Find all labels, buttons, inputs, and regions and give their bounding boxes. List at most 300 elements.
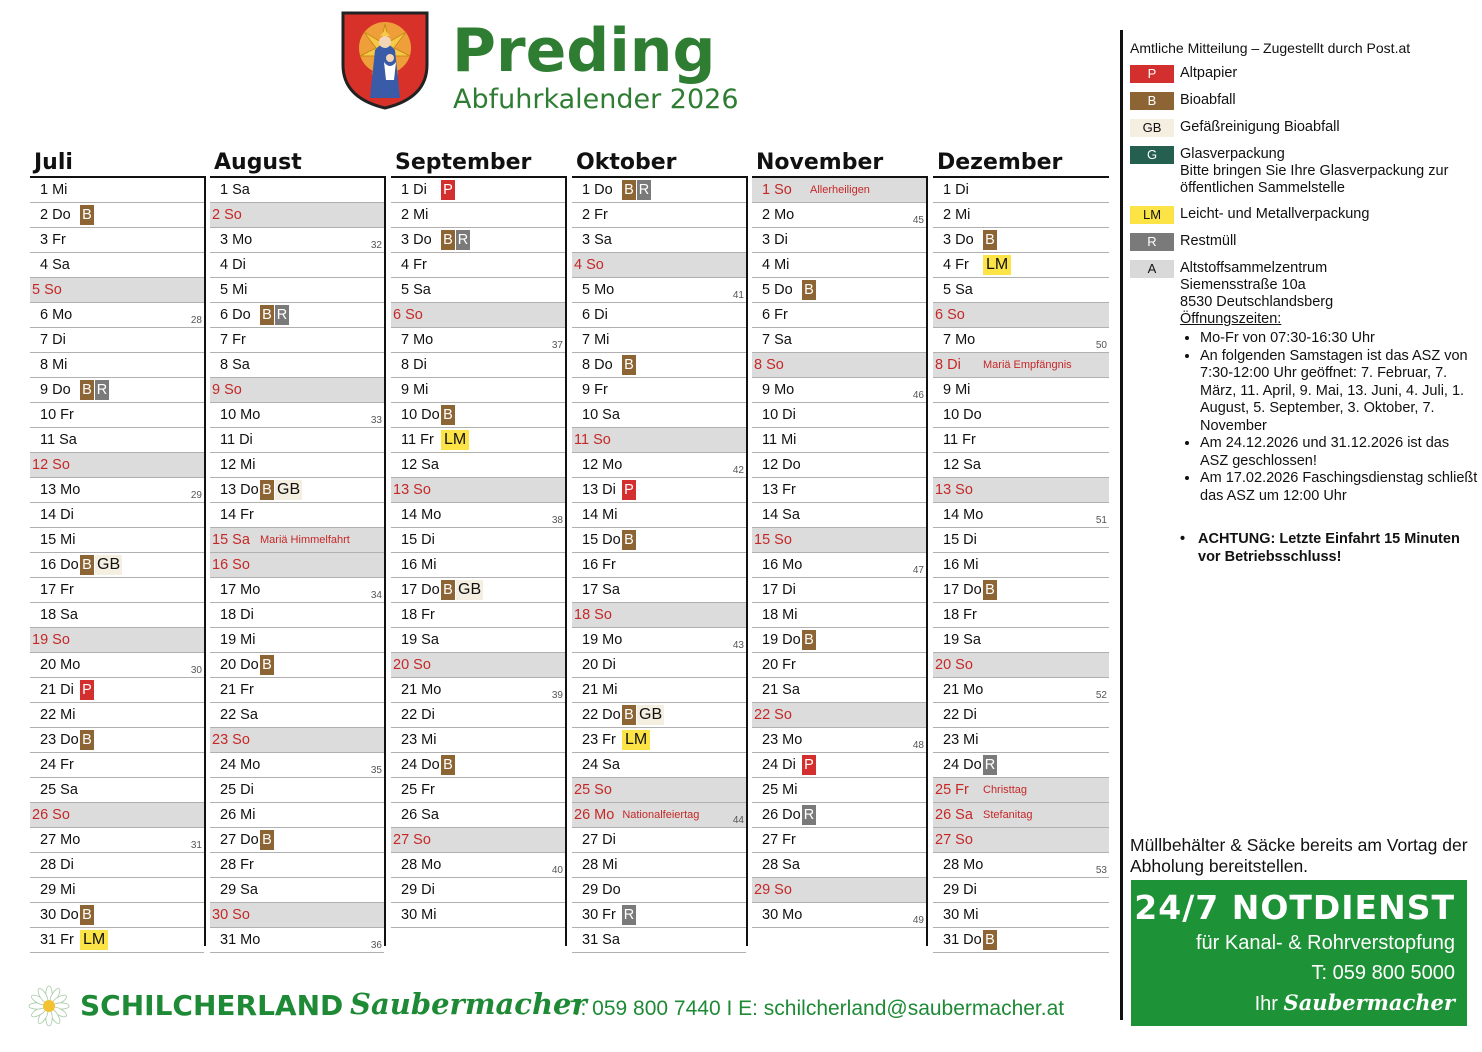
day-row [572, 303, 746, 328]
day-row [30, 253, 204, 278]
day-label: 21 Sa [762, 682, 800, 698]
day-label: 20 Mo [40, 657, 81, 673]
day-row [391, 853, 565, 878]
day-row [391, 353, 565, 378]
day-row [30, 753, 204, 778]
day-row [210, 603, 384, 628]
day-label: 1 Mi [40, 182, 68, 198]
day-label: 24 Sa [582, 757, 620, 773]
day-label: 28 Mi [582, 857, 618, 873]
month-title: September [391, 150, 567, 178]
day-row [572, 453, 746, 478]
legend-label: Glasverpackung [1180, 146, 1285, 162]
day-row [933, 178, 1109, 203]
emergency-signature [1255, 990, 1455, 1016]
day-row [391, 753, 565, 778]
day-row [30, 603, 204, 628]
day-label: 15 So [754, 532, 792, 548]
day-label: 11 Fr [943, 432, 976, 448]
day-label: 17 Sa [582, 582, 620, 598]
week-number: 39 [551, 690, 563, 701]
day-row [391, 703, 565, 728]
day-row [30, 328, 204, 353]
day-row-sunday-holiday [933, 353, 1109, 378]
day-label: 19 Mi [220, 632, 256, 648]
holiday-name: Mariä Himmelfahrt [260, 534, 350, 546]
day-row [572, 278, 746, 303]
legend-badge-r: R [1130, 233, 1174, 251]
day-row [572, 703, 746, 728]
day-label: 14 Sa [762, 507, 800, 523]
day-label: 13 Di [582, 482, 616, 498]
day-row [210, 303, 384, 328]
day-row [210, 403, 384, 428]
day-row [30, 478, 204, 503]
day-list [933, 178, 1109, 946]
pickup-badge-p: P [622, 480, 636, 500]
day-row-sunday-holiday [391, 303, 565, 328]
pickup-badge-b: B [441, 405, 455, 425]
day-row [210, 428, 384, 453]
day-label: 1 Di [943, 182, 969, 198]
pickup-badge-gb: GB [458, 581, 482, 598]
day-label: 3 Do [401, 232, 432, 248]
day-label: 25 Mi [762, 782, 798, 798]
day-row [572, 728, 746, 753]
signature-brand: Saubermacher [1283, 990, 1455, 1015]
legend-label: Altpapier [1180, 65, 1238, 81]
day-row [391, 203, 565, 228]
week-number: 40 [551, 865, 563, 876]
pickup-badge-lm: LM [622, 730, 650, 750]
day-row [572, 878, 746, 903]
day-label: 24 Do [943, 757, 982, 773]
day-label: 9 Mi [943, 382, 971, 398]
day-row [30, 403, 204, 428]
day-row-sunday-holiday [933, 478, 1109, 503]
day-row [752, 428, 926, 453]
day-label: 16 Mi [401, 557, 437, 573]
pickup-badge-b: B [260, 480, 274, 500]
day-row [933, 378, 1109, 403]
day-label: 23 So [212, 732, 250, 748]
day-label: 27 So [935, 832, 973, 848]
day-row-sunday-holiday [210, 903, 384, 928]
week-number: 37 [551, 340, 563, 351]
day-row [752, 403, 926, 428]
day-row [210, 928, 384, 953]
day-row [391, 603, 565, 628]
day-row [752, 253, 926, 278]
day-label: 11 Di [220, 432, 253, 448]
day-row [30, 728, 204, 753]
asz-street: Siemensstraße 10a [1180, 277, 1306, 293]
legend-badge-lm: LM [1130, 206, 1174, 224]
month-column-oktober [572, 150, 748, 946]
day-row [572, 503, 746, 528]
day-label: 24 Di [762, 757, 796, 773]
day-label: 3 Di [762, 232, 788, 248]
day-row-sunday-holiday [752, 528, 926, 553]
day-row [933, 503, 1109, 528]
day-row [572, 628, 746, 653]
week-number: 34 [370, 590, 382, 601]
day-label: 23 Mi [943, 732, 979, 748]
pickup-badge-b: B [260, 305, 274, 325]
day-label: 22 So [754, 707, 792, 723]
day-label: 24 Fr [40, 757, 74, 773]
day-row [752, 453, 926, 478]
day-row [572, 928, 746, 953]
week-number: 43 [732, 640, 744, 651]
day-label: 6 So [935, 307, 965, 323]
day-row [752, 578, 926, 603]
day-row [752, 278, 926, 303]
pickup-badge-lm: LM [441, 430, 469, 450]
day-label: 2 Mi [943, 207, 971, 223]
day-label: 1 Sa [220, 182, 250, 198]
day-row [572, 578, 746, 603]
footer-brand: SCHILCHERLAND [80, 989, 344, 1022]
day-label: 13 Do [220, 482, 259, 498]
pickup-badge-b: B [80, 730, 94, 750]
pickup-badge-b: B [983, 580, 997, 600]
signature-prefix: Ihr [1254, 993, 1278, 1015]
day-label: 26 Sa [935, 807, 973, 823]
day-row [391, 903, 565, 928]
legend-badge-a: A [1130, 260, 1174, 278]
day-label: 12 Mi [220, 457, 256, 473]
day-row-sunday-holiday [30, 278, 204, 303]
day-label: 19 Mo [582, 632, 623, 648]
day-row [752, 803, 926, 828]
legend-badge-g: G [1130, 146, 1174, 164]
day-row [30, 228, 204, 253]
day-label: 7 Mo [943, 332, 976, 348]
day-label: 5 Sa [401, 282, 431, 298]
week-number: 46 [912, 390, 924, 401]
day-row [391, 278, 565, 303]
week-number: 31 [190, 840, 202, 851]
emergency-headline: 24/7 NOTDIENST [1134, 888, 1455, 927]
day-label: 2 Fr [582, 207, 608, 223]
asz-name: Altstoffsammelzentrum [1180, 260, 1328, 276]
emergency-service-text: für Kanal- & Rohrverstopfung [1195, 932, 1455, 954]
day-label: 17 Do [943, 582, 982, 598]
day-label: 10 Do [401, 407, 440, 423]
day-row-sunday-holiday [933, 653, 1109, 678]
day-label: 31 Sa [582, 932, 620, 948]
day-label: 21 Mi [582, 682, 618, 698]
day-label: 10 Di [762, 407, 796, 423]
pickup-badge-b: B [441, 580, 455, 600]
day-label: 17 Mo [220, 582, 261, 598]
day-row-sunday-holiday [572, 803, 746, 828]
day-label: 26 Mi [220, 807, 256, 823]
day-row [933, 928, 1109, 953]
day-label: 26 Mo [574, 807, 615, 823]
pickup-badge-b: B [622, 180, 636, 200]
legend-item-p [1130, 65, 1480, 83]
day-row [391, 453, 565, 478]
day-row [210, 803, 384, 828]
day-label: 29 Mi [40, 882, 76, 898]
legend-badge-gb: GB [1130, 119, 1174, 137]
day-row [210, 328, 384, 353]
day-label: 15 Mi [40, 532, 76, 548]
day-label: 16 Mo [762, 557, 803, 573]
asz-hours-title: Öffnungszeiten: [1180, 311, 1282, 327]
month-column-juli [30, 150, 206, 946]
day-row [210, 778, 384, 803]
day-row [572, 653, 746, 678]
day-label: 21 Mo [943, 682, 984, 698]
day-row [752, 753, 926, 778]
day-row-sunday-holiday [210, 203, 384, 228]
day-row [210, 653, 384, 678]
day-row-sunday-holiday [30, 803, 204, 828]
asz-hours-item: • Am 17.02.2026 Faschingsdienstag schließt das ASZ um 12:00 Uhr [1200, 470, 1480, 505]
day-row [752, 303, 926, 328]
month-column-august [210, 150, 386, 951]
day-row-sunday-holiday [210, 553, 384, 578]
month-title: November [752, 150, 928, 178]
day-row [933, 528, 1109, 553]
day-row [572, 478, 746, 503]
day-row [752, 678, 926, 703]
day-label: 10 Mo [220, 407, 261, 423]
day-row [30, 903, 204, 928]
day-label: 22 Di [401, 707, 435, 723]
day-row [572, 228, 746, 253]
day-label: 10 Sa [582, 407, 620, 423]
day-row [572, 203, 746, 228]
day-row [391, 378, 565, 403]
day-row [752, 203, 926, 228]
day-row [210, 228, 384, 253]
week-number: 36 [370, 940, 382, 951]
day-row [572, 528, 746, 553]
day-row [210, 278, 384, 303]
day-label: 14 Mi [582, 507, 618, 523]
day-label: 15 Sa [212, 532, 250, 548]
footer-contact[interactable]: T: 059 800 7440 I E: schilcherland@saubermacher.at [570, 997, 1065, 1020]
day-row [30, 303, 204, 328]
day-label: 11 Mi [762, 432, 797, 448]
day-label: 26 So [32, 807, 70, 823]
day-label: 31 Fr [40, 932, 74, 948]
day-label: 14 Mo [943, 507, 984, 523]
pickup-badge-p: P [441, 180, 455, 200]
day-label: 3 Sa [582, 232, 612, 248]
day-label: 12 Sa [401, 457, 439, 473]
day-label: 8 Di [401, 357, 427, 373]
pickup-badge-b: B [260, 830, 274, 850]
day-row [933, 578, 1109, 603]
pickup-badge-b: B [80, 380, 94, 400]
week-number: 44 [732, 815, 744, 826]
day-row [933, 553, 1109, 578]
day-label: 25 Fr [401, 782, 435, 798]
legend-label: Restmüll [1180, 233, 1237, 249]
holiday-name: Allerheiligen [810, 184, 870, 196]
week-number: 48 [912, 740, 924, 751]
day-label: 30 Mo [762, 907, 803, 923]
day-label: 29 Sa [220, 882, 258, 898]
day-label: 6 So [393, 307, 423, 323]
pickup-badge-b: B [80, 555, 94, 575]
day-label: 27 So [393, 832, 431, 848]
day-row [391, 578, 565, 603]
pickup-badge-lm: LM [983, 255, 1011, 275]
day-label: 8 Mi [40, 357, 68, 373]
pickup-badge-gb: GB [639, 706, 663, 723]
day-row [572, 853, 746, 878]
week-number: 35 [370, 765, 382, 776]
day-row [752, 553, 926, 578]
day-row [391, 553, 565, 578]
holiday-name: Nationalfeiertag [622, 809, 700, 821]
day-label: 14 Mo [401, 507, 442, 523]
day-label: 15 Di [401, 532, 435, 548]
day-label: 4 Mi [762, 257, 790, 273]
day-row [30, 503, 204, 528]
day-row [30, 378, 204, 403]
day-label: 12 Sa [943, 457, 981, 473]
month-column-september [391, 150, 567, 946]
day-label: 24 Do [401, 757, 440, 773]
day-label: 18 So [574, 607, 612, 623]
day-label: 31 Do [943, 932, 982, 948]
day-row [210, 703, 384, 728]
day-label: 18 Di [220, 607, 254, 623]
day-row [210, 453, 384, 478]
day-label: 17 Di [762, 582, 796, 598]
week-number: 38 [551, 515, 563, 526]
week-number: 42 [732, 465, 744, 476]
day-row-sunday-holiday [752, 178, 926, 203]
month-title: August [210, 150, 386, 178]
day-row [210, 578, 384, 603]
day-row-sunday-holiday [30, 453, 204, 478]
day-row [933, 603, 1109, 628]
day-label: 22 Sa [220, 707, 258, 723]
pickup-badge-b: B [983, 230, 997, 250]
day-row-sunday-holiday [210, 728, 384, 753]
day-label: 30 Mi [943, 907, 979, 923]
day-label: 2 So [212, 207, 242, 223]
day-row [752, 853, 926, 878]
day-label: 21 Mo [401, 682, 442, 698]
day-label: 9 Do [40, 382, 71, 398]
daisy-logo-icon [28, 985, 70, 1027]
day-row [30, 553, 204, 578]
day-list [391, 178, 567, 946]
day-row-sunday-holiday [391, 828, 565, 853]
emergency-phone[interactable]: T: 059 800 5000 [1311, 962, 1455, 984]
day-label: 12 Do [762, 457, 801, 473]
day-label: 20 So [393, 657, 431, 673]
emergency-service-box [1131, 880, 1467, 1026]
asz-city: 8530 Deutschlandsberg [1180, 294, 1334, 310]
day-row-sunday-holiday [30, 628, 204, 653]
day-row [933, 628, 1109, 653]
day-label: 30 Do [40, 907, 79, 923]
day-row [752, 828, 926, 853]
day-list [210, 178, 386, 951]
day-row-sunday-holiday [391, 478, 565, 503]
day-row-sunday-holiday [572, 778, 746, 803]
day-label: 2 Mo [762, 207, 795, 223]
day-label: 9 Mo [762, 382, 795, 398]
day-row-sunday-holiday [391, 653, 565, 678]
day-label: 24 Mo [220, 757, 261, 773]
day-label: 5 Mo [582, 282, 615, 298]
day-label: 19 Sa [943, 632, 981, 648]
day-label: 23 Mo [762, 732, 803, 748]
day-row [752, 378, 926, 403]
day-row [30, 928, 204, 953]
pickup-badge-p: P [80, 680, 94, 700]
day-label: 1 So [762, 182, 792, 198]
day-row [933, 228, 1109, 253]
day-row [752, 728, 926, 753]
day-row [391, 503, 565, 528]
footer [28, 985, 1108, 1029]
day-row [210, 253, 384, 278]
day-label: 7 Mi [582, 332, 610, 348]
pickup-badge-b: B [441, 230, 455, 250]
prepare-notice: Müllbehälter & Säcke bereits am Vortag der Abholung bereitstellen. [1130, 835, 1468, 876]
day-row [752, 903, 926, 928]
week-number: 53 [1095, 865, 1107, 876]
day-label: 9 So [212, 382, 242, 398]
day-row [391, 403, 565, 428]
day-row [572, 328, 746, 353]
day-label: 23 Fr [582, 732, 616, 748]
day-row [391, 328, 565, 353]
day-row [391, 803, 565, 828]
day-label: 19 Sa [401, 632, 439, 648]
day-label: 18 Fr [401, 607, 435, 623]
day-row [210, 678, 384, 703]
day-row [933, 403, 1109, 428]
day-label: 16 Do [40, 557, 79, 573]
day-label: 8 Do [582, 357, 613, 373]
day-row-sunday-holiday [752, 703, 926, 728]
legend-label: Leicht- und Metallverpackung [1180, 206, 1370, 222]
week-number: 32 [370, 240, 382, 251]
day-label: 28 Mo [943, 857, 984, 873]
day-row [933, 703, 1109, 728]
day-row [933, 853, 1109, 878]
pickup-badge-r: R [623, 907, 635, 923]
legend-label: Bioabfall [1180, 92, 1236, 108]
holiday-name: Christtag [983, 784, 1028, 796]
day-label: 17 Do [401, 582, 440, 598]
week-number: 50 [1095, 340, 1107, 351]
day-label: 5 Mi [220, 282, 248, 298]
week-number: 49 [912, 915, 924, 926]
day-row [391, 253, 565, 278]
day-row [572, 178, 746, 203]
day-row-sunday-holiday [752, 878, 926, 903]
day-label: 4 Fr [401, 257, 427, 273]
day-label: 13 So [935, 482, 973, 498]
week-number: 29 [190, 490, 202, 501]
day-row [210, 353, 384, 378]
page-title: Preding [452, 16, 716, 86]
